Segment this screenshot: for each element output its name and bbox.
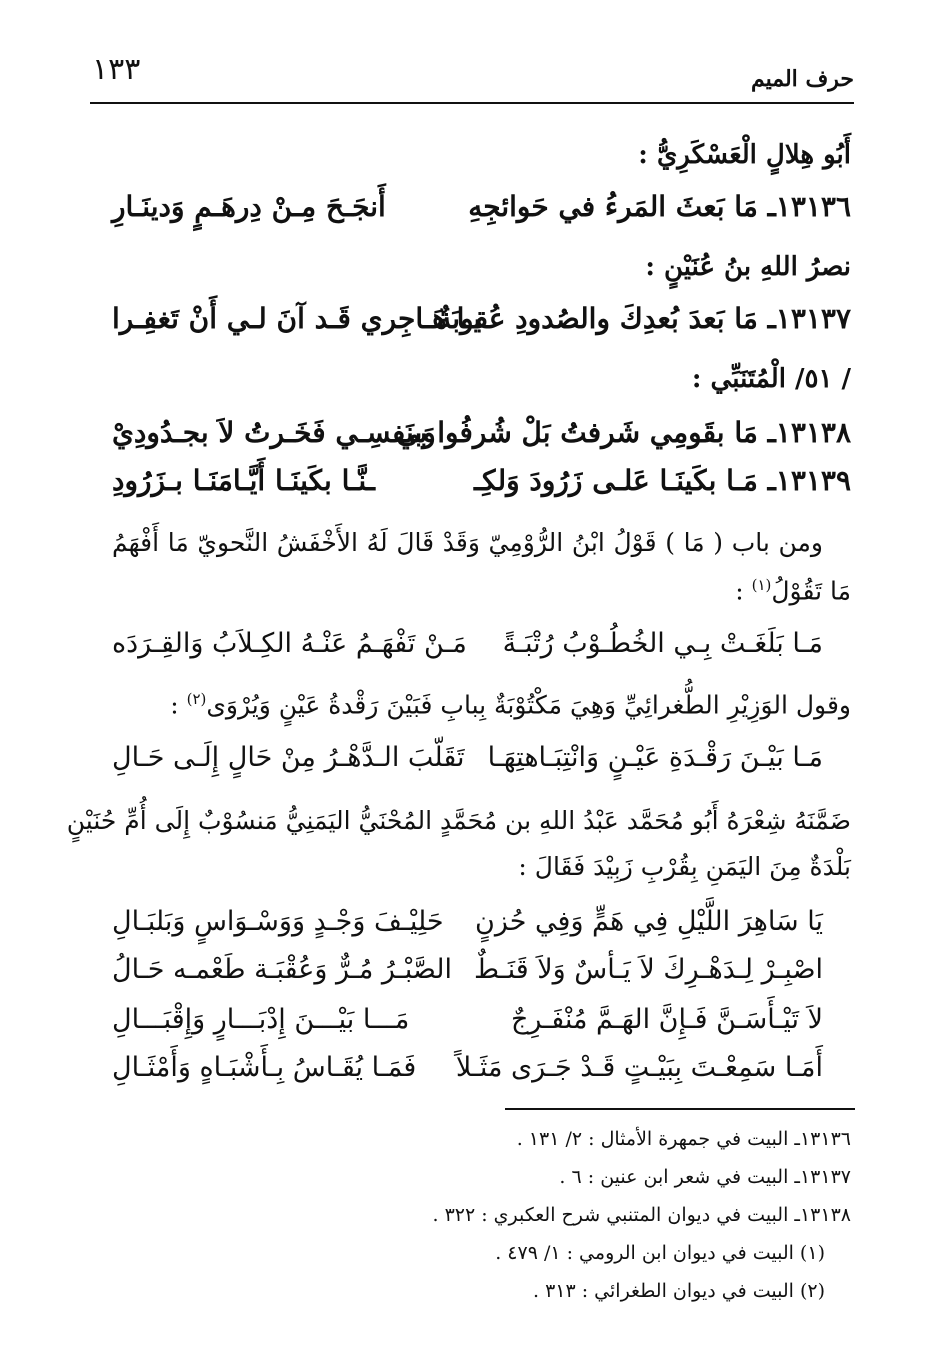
poem-first-hemistich: اصْبِـرْ لِـدَهْـرِكَ لاَ يَـأسٌ وَلاَ قَنَـطٌ — [474, 954, 823, 985]
verse-row — [112, 416, 851, 460]
couplet-row — [112, 742, 823, 786]
poem-first-hemistich: يَا سَاهِرَ اللَّيْلِ فِي هَمٍّ وَفِي حُزنٍ — [475, 906, 823, 937]
page-number: ١٣٣ — [92, 52, 141, 87]
prose-line — [735, 576, 851, 605]
poem-second-hemistich: مَـــا بَيْـــنَ إِدْبَـــارٍ وَإِقْبَـــالِ — [112, 1004, 410, 1035]
poet-name: نصرُ اللهِ بنُ عُنَيْنٍ : — [645, 252, 851, 282]
running-header — [90, 52, 854, 104]
footnote: ١٣١٣٧ـ البيت في شعر ابن عنين : ٦ . — [559, 1166, 851, 1188]
footnote: (٢) البيت في ديوان الطغرائي : ٣١٣ . — [532, 1280, 825, 1302]
prose-text: وقول الوَزِيْرِ الطُّغرائِيِّ وَهِيَ مَكْتُوْبَةٌ بِبابِ فَبَيْنَ رَقْدةُ عَيْنٍ وَيُرْوَى — [206, 690, 851, 720]
poem-row — [112, 1052, 823, 1096]
poet-name: / ٥١/ الْمُتَنَبِّي : — [691, 364, 851, 394]
couplet-second-hemistich: مَـنْ تَفْهَـمُ عَنْـهُ الكِـلاَبُ وَالقِـرَدَه — [112, 628, 467, 659]
verse-second-hemistich: يـا هَـاجِري قَـد آنَ لـي أَنْ تَغفِـرا — [112, 302, 482, 335]
couplet-first-hemistich: مَـا بَيْـنَ رَقْـدَةِ عَيْـنٍ وَانْتِبَـاهتِهَـا — [487, 742, 823, 773]
poem-second-hemistich: الصَّبْـرُ مُـرٌّ وَعُقْبَـة طَعْمـه حَـالُ — [112, 954, 452, 985]
footnote-ref: (٢) — [186, 690, 207, 708]
verse-row — [112, 190, 851, 234]
couplet-second-hemistich: تَقَلّبَ الـدَّهْـرُ مِنْ حَالٍ إِلَـى حَـالِ — [112, 742, 465, 773]
couplet-row — [112, 628, 823, 672]
verse-first-hemistich: ١٣١٣٨ـ مَا بقَومِي شَرفتُ بَلْ شُرفُوا بي — [396, 416, 851, 449]
footnote: (١) البيت في ديوان ابن الرومي : ١/ ٤٧٩ . — [495, 1242, 825, 1264]
prose-line: ومن باب ( مَا ) قَوْلُ ابْنُ الرُّوْمِيّ وَقَدْ قَالَ لَهُ الأَخْفَشُ النَّحويّ مَا أَفْهَمُ — [112, 528, 823, 557]
prose-tail: : — [735, 576, 752, 606]
poem-second-hemistich: حَلِيْـفَ وَجْـدٍ وَوَسْـوَاسٍ وَبَلبَـالِ — [112, 906, 444, 937]
poem-row — [112, 906, 823, 950]
verse-second-hemistich: ـنَّـا بكَينَـا أَيَّـامَنَـا بـزَرُودِ — [112, 464, 375, 497]
verse-second-hemistich: وَبنَفسِـي فَخَـرتُ لاَ بجـدُودِيْ — [112, 416, 436, 449]
verse-first-hemistich: ١٣١٣٦ـ مَا بَعثَ المَرءُ في حَوائجِهِ — [468, 190, 851, 223]
poet-name: أَبُو هِلالٍ الْعَسْكَرِيُّ : — [638, 140, 851, 170]
prose-line: بَلْدَةٌ مِنَ اليَمَنِ بِقُرْبِ زَبِيْدَ فَقَالَ : — [518, 852, 851, 881]
verse-row — [112, 464, 851, 508]
footnote: ١٣١٣٨ـ البيت في ديوان المتنبي شرح العكبري : ٣٢٢ . — [432, 1204, 851, 1226]
footnote: ١٣١٣٦ـ البيت في جمهرة الأمثال : ٢/ ١٣١ . — [516, 1128, 851, 1150]
poem-second-hemistich: فَمَـا يُقَـاسُ بِـأَشْبَـاهٍ وَأَمْثَـالِ — [112, 1052, 417, 1083]
couplet-first-hemistich: مَـا بَلَغَـتْ بِـي الخُطُـوْبُ رُتْبَـةً — [502, 628, 823, 659]
prose-tail: : — [170, 690, 187, 720]
poem-first-hemistich: أَمَـا سَمِعْـتَ بِبَيْـتٍ قَـدْ جَـرَى مَثَـلاً — [455, 1052, 823, 1083]
prose-line: ضَمَّنَهُ شِعْرَهُ أَبُو مُحَمَّد عَبْدُ اللهِ بن مُحَمَّدٍ المُحْنَيُّ اليَمَنِيُّ مَنسُوْبٌ إِلَى أُمِّ حُنَيْنٍ — [66, 806, 851, 835]
footnote-ref: (١) — [751, 576, 772, 594]
prose-line — [170, 690, 851, 719]
chapter-title: حرف الميم — [750, 66, 854, 92]
verse-first-hemistich: ١٣١٣٩ـ مَـا بكَينَـا عَلـى زَرُودَ وَلكِـ — [473, 464, 851, 497]
poem-first-hemistich: لاَ تَيْـأَسَـنَّ فَـإِنَّ الهَـمَّ مُنْفَـرِجٌ — [510, 1004, 823, 1035]
prose-text: مَا تَقُوْلُ — [771, 576, 851, 606]
poem-row — [112, 954, 823, 998]
poem-row — [112, 1004, 823, 1048]
verse-first-hemistich: ١٣١٣٧ـ مَا بَعدَ بُعدِكَ والصُدودِ عُقوبَةٌ — [437, 302, 851, 335]
verse-row — [112, 302, 851, 346]
footnote-separator — [505, 1108, 855, 1110]
verse-second-hemistich: أَنجَـحَ مِـنْ دِرهَـمٍ وَدينَـارِ — [112, 190, 386, 223]
